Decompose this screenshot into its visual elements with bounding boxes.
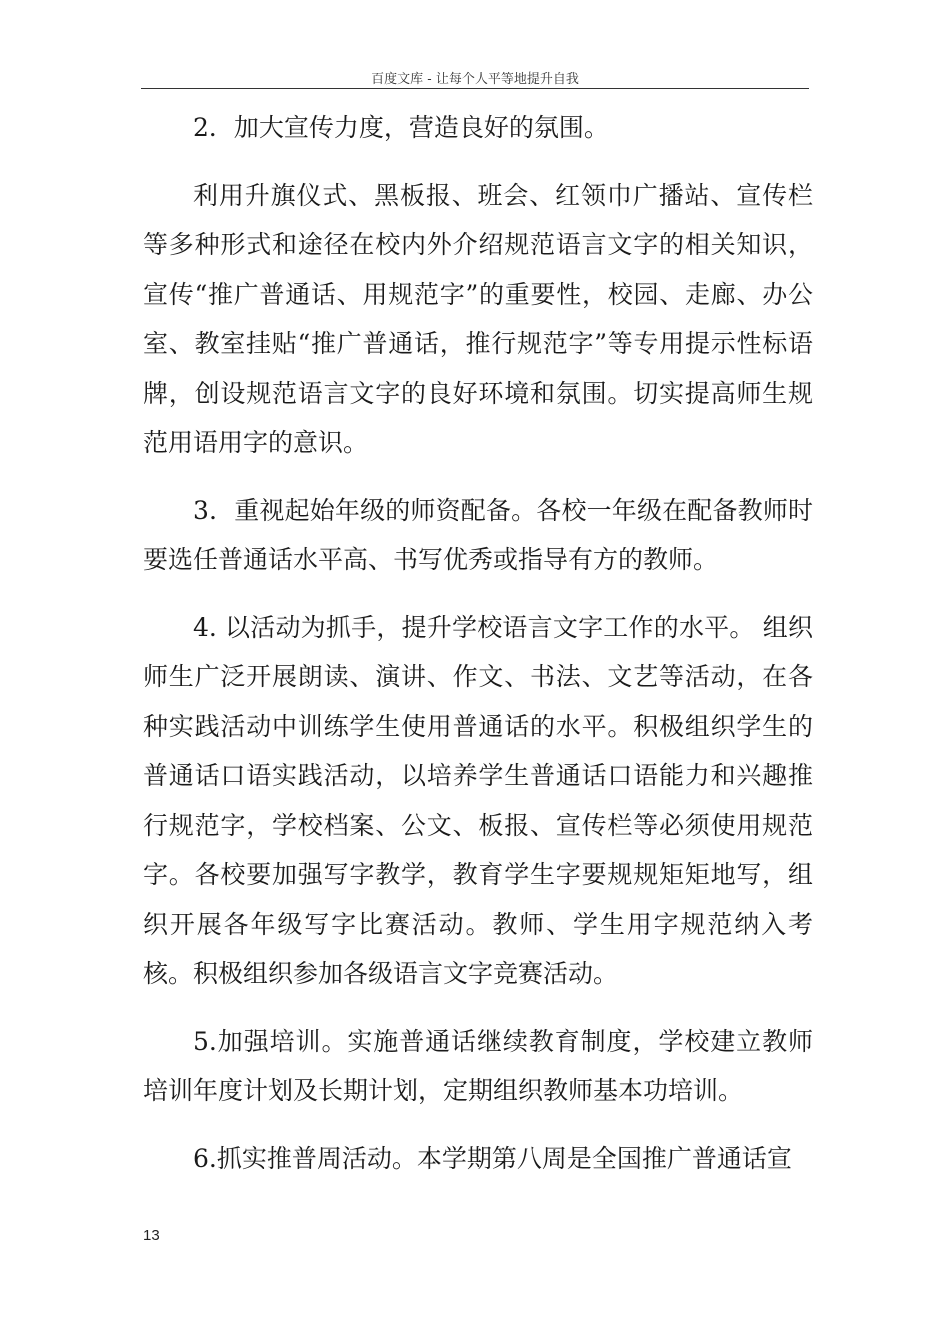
page-number: 13 [143, 1227, 160, 1244]
page-header: 百度文库 - 让每个人平等地提升自我 [371, 72, 579, 87]
document-body [143, 103, 813, 1183]
header-divider [141, 88, 809, 89]
paragraph-1: 2．加大宣传力度，营造良好的氛围。 [193, 113, 609, 142]
paragraph-3: 3．重视起始年级的师资配备。各校一年级在配备教师时要选任普通话水平高、书写优秀或指导有方的教师。 [143, 495, 813, 574]
paragraph-5: 5.加强培训。实施普通话继续教育制度，学校建立教师培训年度计划及长期计划，定期组织教师基本功培训。 [143, 1026, 813, 1105]
paragraph-6: 6.抓实推普周活动。本学期第八周是全国推广普通话宣 [193, 1143, 792, 1173]
paragraph-4: 4. 以活动为抓手，提升学校语言文字工作的水平。 组织师生广泛开展朗读、演讲、作文、书法、文艺等活动，在各种实践活动中训练学生使用普通话的水平。积极组织学生的普通话口语实践活动，以培养学生普通话口语能力和兴趣推行规范字，学校档案、公文、板报、宣传栏等必须使用规范字。各校要加强写字教学，教育学生字要规规矩矩地写，组织开展各年级写字比赛活动。教师、学生用字规范纳入考核。积极组织参加各级语言文字竞赛活动。 [143, 612, 813, 988]
paragraph-2: 利用升旗仪式、黑板报、班会、红领巾广播站、宣传栏等多种形式和途径在校内外介绍规范语言文字的相关知识，宣传“推广普通话、用规范字”的重要性，校园、走廊、办公室、教室挂贴“推广普通话，推行规范字”等专用提示性标语牌，创设规范语言文字的良好环境和氛围。切实提高师生规范用语用字的意识。 [143, 180, 813, 457]
